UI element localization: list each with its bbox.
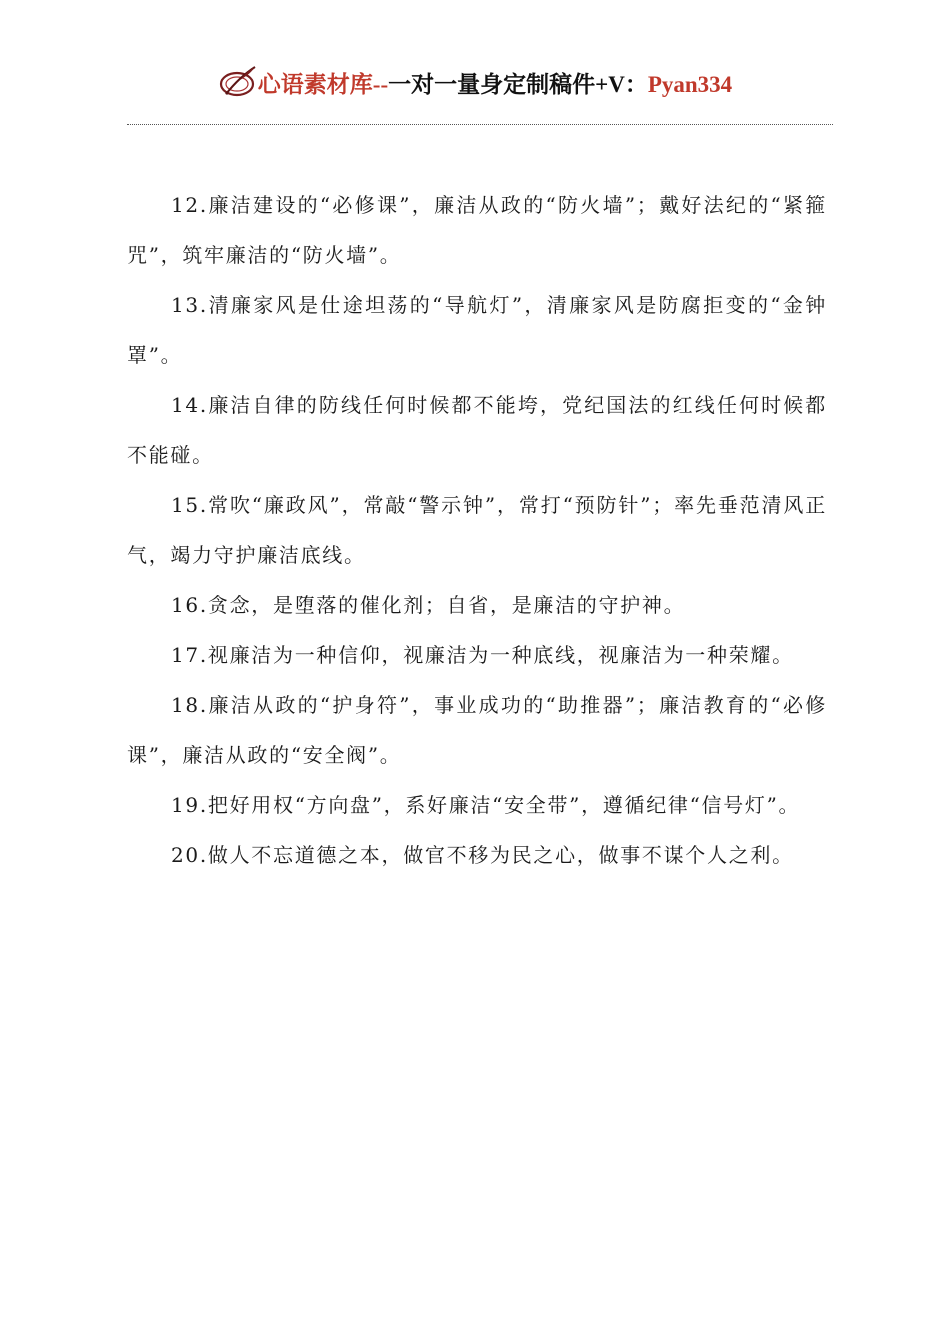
contact-id: Pyan334	[647, 71, 733, 97]
paragraph-15: 15.常吹“廉政风”，常敲“警示钟”，常打“预防针”；率先垂范清风正气，竭力守护廉洁底线。	[127, 493, 827, 567]
quill-logo-icon	[218, 64, 258, 100]
brand-name: 心语素材库	[257, 71, 373, 97]
paragraph-20: 20.做人不忘道德之本，做官不移为民之心，做事不谋个人之利。	[171, 843, 794, 867]
paragraph-17: 17.视廉洁为一种信仰，视廉洁为一种底线，视廉洁为一种荣耀。	[171, 643, 794, 667]
header-title	[258, 66, 732, 99]
header-dash: --	[372, 71, 389, 97]
document-body	[127, 180, 827, 880]
paragraph-19: 19.把好用权“方向盘”，系好廉洁“安全带”，遵循纪律“信号灯”。	[171, 793, 801, 817]
contact-label: +V：	[595, 71, 648, 97]
paragraph-13: 13.清廉家风是仕途坦荡的“导航灯”，清廉家风是防腐拒变的“金钟罩”。	[127, 293, 827, 367]
header-slogan: 一对一量身定制稿件	[388, 71, 596, 97]
paragraph-18: 18.廉洁从政的“护身符”，事业成功的“助推器”；廉洁教育的“必修课”，廉洁从政的“安全阀”。	[127, 693, 827, 767]
paragraph-16: 16.贪念，是堕落的催化剂；自省，是廉洁的守护神。	[171, 593, 686, 617]
page-header	[0, 62, 950, 102]
header-divider	[127, 124, 833, 125]
paragraph-14: 14.廉洁自律的防线任何时候都不能垮，党纪国法的红线任何时候都不能碰。	[127, 393, 827, 467]
paragraph-12: 12.廉洁建设的“必修课”，廉洁从政的“防火墙”；戴好法纪的“紧箍咒”，筑牢廉洁的“防火墙”。	[127, 193, 827, 267]
